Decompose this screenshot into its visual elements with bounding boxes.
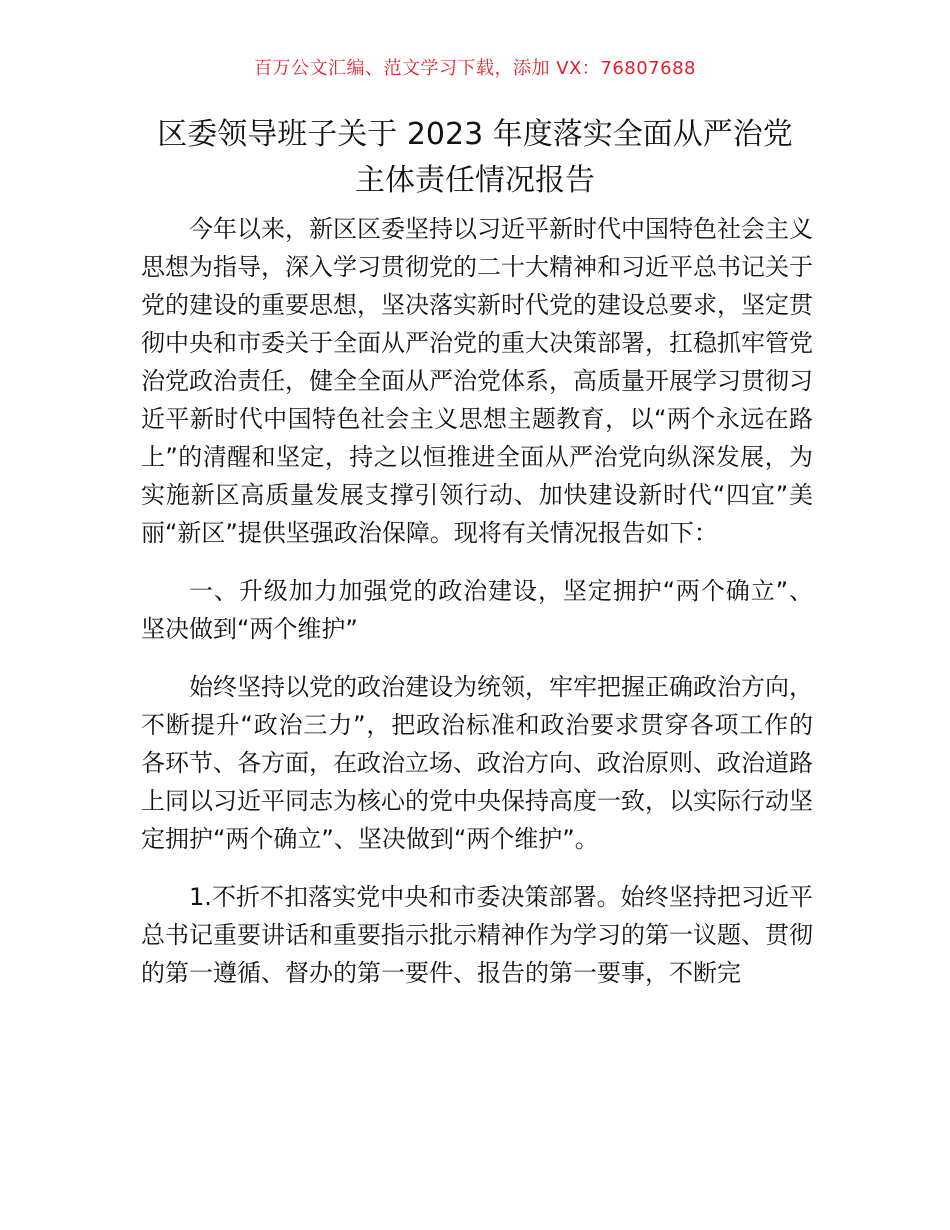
document-title — [120, 112, 830, 204]
section-1-paragraph: 始终坚持以党的政治建设为统领，牢牢把握正确政治方向，不断提升“政治三力”，把政治标准和政治要求贯穿各项工作的各环节、各方面，在政治立场、政治方向、政治原则、政治道路上同以习近平同志为核心的党中央保持高度一致，以实际行动坚定拥护“两个确立”、坚决做到“两个维护”。 — [141, 673, 813, 853]
intro-paragraph: 今年以来，新区区委坚持以习近平新时代中国特色社会主义思想为指导，深入学习贯彻党的二十大精神和习近平总书记关于党的建设的重要思想，坚决落实新时代党的建设总要求，坚定贯彻中央和市委关于全面从严治党的重大决策部署，扛稳抓牢管党治党政治责任，健全全面从严治党体系，高质量开展学习贯彻习近平新时代中国特色社会主义思想主题教育，以“两个永远在路上”的清醒和坚定，持之以恒推进全面从严治党向纵深发展，为实施新区高质量发展支撑引领行动、加快建设新时代“四宜”美丽“新区”提供坚强政治保障。现将有关情况报告如下： — [141, 215, 813, 547]
watermark-header: 百万公文汇编、范文学习下载，添加 VX：76807688 — [254, 58, 696, 79]
document-body — [141, 210, 813, 1012]
title-line-1: 区委领导班子关于 2023 年度落实全面从严治党 — [157, 117, 793, 152]
section-heading-1: 一、升级加力加强党的政治建设，坚定拥护“两个确立”、坚决做到“两个维护” — [141, 577, 813, 643]
subsection-1-paragraph: 1.不折不扣落实党中央和市委决策部署。始终坚持把习近平总书记重要讲话和重要指示批示精神作为学习的第一议题、贯彻的第一遵循、督办的第一要件、报告的第一要事，不断完 — [141, 883, 813, 987]
title-line-2: 主体责任情况报告 — [355, 163, 595, 198]
